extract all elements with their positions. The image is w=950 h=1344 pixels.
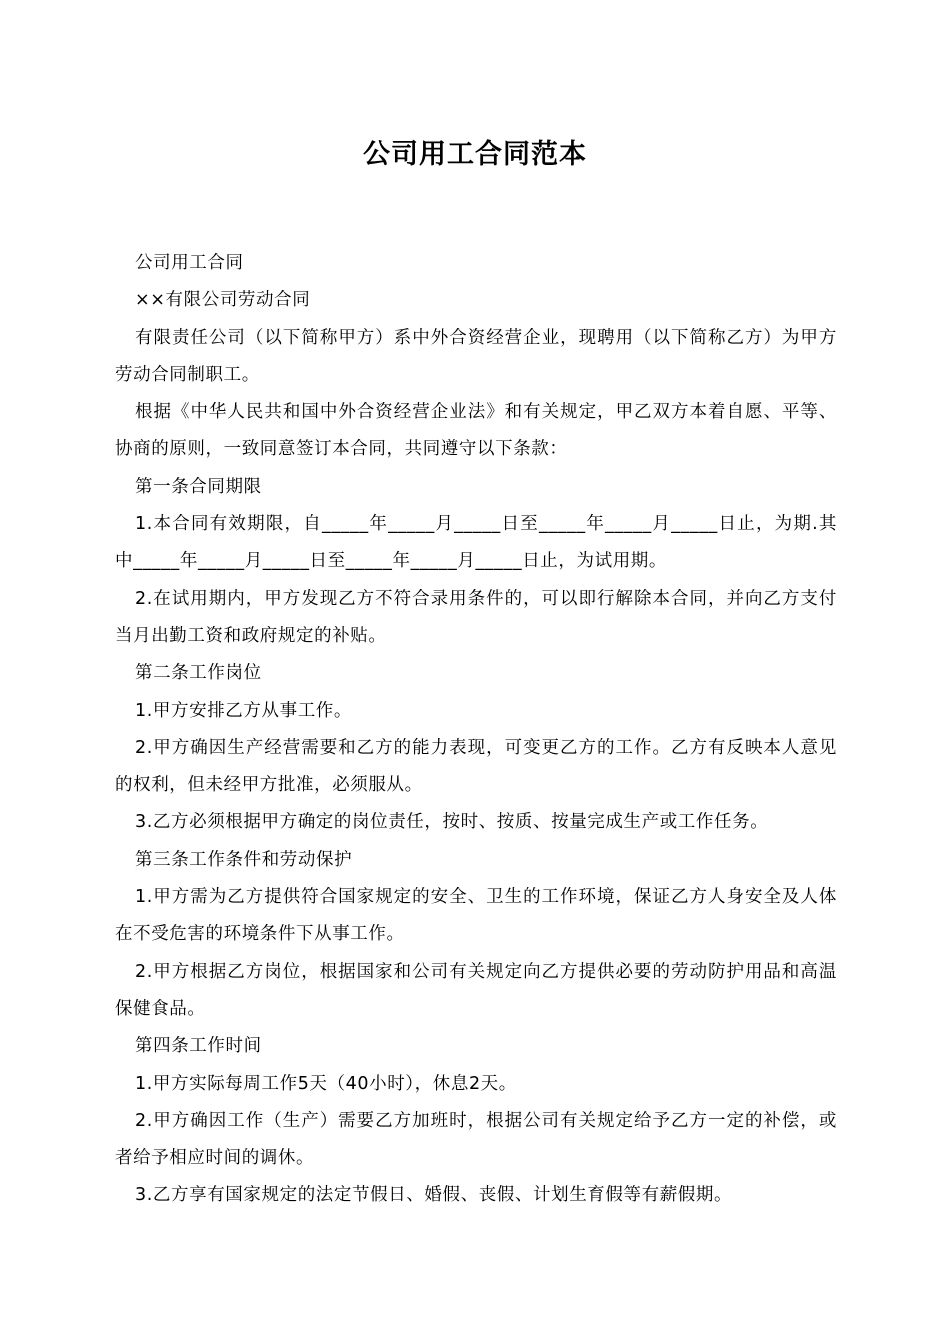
- document-title: 公司用工合同范本: [363, 139, 587, 170]
- document-body: [115, 245, 837, 1215]
- paragraph: 2.甲方确因工作（生产）需要乙方加班时，根据公司有关规定给予乙方一定的补偿，或者给予相应时间的调休。: [115, 1110, 837, 1169]
- paragraph: 3.乙方享有国家规定的法定节假日、婚假、丧假、计划生育假等有薪假期。: [135, 1185, 733, 1206]
- paragraph: 1.本合同有效期限，自_____年_____月_____日至_____年_____月_____日止，为期.其中_____年_____月_____日至_____年_____月_____日止，为试用期。: [115, 514, 837, 572]
- paragraph: 公司用工合同: [135, 253, 244, 273]
- paragraph: ××有限公司劳动合同: [135, 290, 311, 311]
- paragraph: 2.甲方确因生产经营需要和乙方的能力表现，可变更乙方的工作。乙方有反映本人意见的权利，但未经甲方批准，必须服从。: [115, 737, 837, 796]
- section-heading: 第二条工作岗位: [135, 663, 262, 684]
- section-heading: 第三条工作条件和劳动保护: [135, 849, 353, 870]
- paragraph: 1.甲方需为乙方提供符合国家规定的安全、卫生的工作环境，保证乙方人身安全及人体在不受危害的环境条件下从事工作。: [115, 887, 837, 945]
- paragraph: 1.甲方实际每周工作5天（40小时），休息2天。: [135, 1073, 517, 1094]
- paragraph: 2.在试用期内，甲方发现乙方不符合录用条件的，可以即行解除本合同，并向乙方支付当月出勤工资和政府规定的补贴。: [115, 588, 837, 646]
- paragraph: 2.甲方根据乙方岗位，根据国家和公司有关规定向乙方提供必要的劳动防护用品和高温保健食品。: [115, 961, 837, 1019]
- section-heading: 第四条工作时间: [135, 1036, 262, 1057]
- paragraph: 根据《中华人民共和国中外合资经营企业法》和有关规定，甲乙双方本着自愿、平等、协商的原则，一致同意签订本合同，共同遵守以下条款：: [115, 402, 837, 460]
- section-heading: 第一条合同期限: [135, 476, 262, 497]
- paragraph: 1.甲方安排乙方从事工作。: [135, 700, 352, 721]
- paragraph: 有限责任公司（以下简称甲方）系中外合资经营企业，现聘用（以下简称乙方）为甲方劳动合同制职工。: [115, 327, 837, 385]
- paragraph: 3.乙方必须根据甲方确定的岗位责任，按时、按质、按量完成生产或工作任务。: [135, 812, 769, 833]
